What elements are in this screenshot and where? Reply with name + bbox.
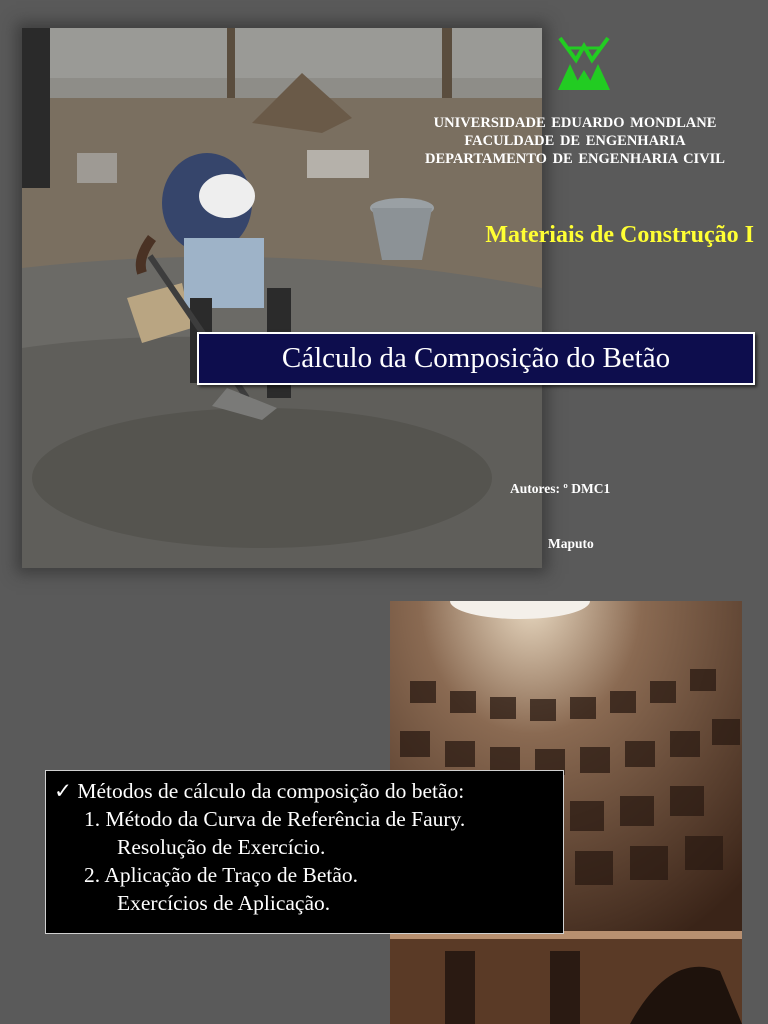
list-item: Resolução de Exercício. — [117, 835, 326, 859]
list-item: 1. Método da Curva de Referência de Faury. — [84, 807, 466, 831]
checkmark-icon: ✓ — [54, 779, 73, 803]
city-label: Maputo — [548, 536, 594, 551]
institution-header — [390, 114, 760, 168]
authors-label: Autores: º DMC1 — [510, 481, 611, 496]
list-item — [54, 777, 555, 805]
concrete-mixing-photo — [22, 28, 542, 568]
slide-title: Cálculo da Composição do Betão — [197, 332, 755, 385]
topics-list — [45, 770, 564, 934]
list-item: Exercícios de Aplicação. — [117, 891, 331, 915]
faculty-name: FACULDADE DE ENGENHARIA — [464, 133, 686, 149]
department-name: DEPARTAMENTO DE ENGENHARIA CIVIL — [425, 151, 725, 167]
list-item: 2. Aplicação de Traço de Betão. — [84, 863, 359, 887]
course-title: Materiais de Construção I — [485, 222, 754, 248]
uem-logo-icon — [556, 34, 612, 94]
university-name: UNIVERSIDADE EDUARDO MONDLANE — [433, 115, 717, 131]
topics-heading: Métodos de cálculo da composição do betão: — [77, 779, 465, 803]
